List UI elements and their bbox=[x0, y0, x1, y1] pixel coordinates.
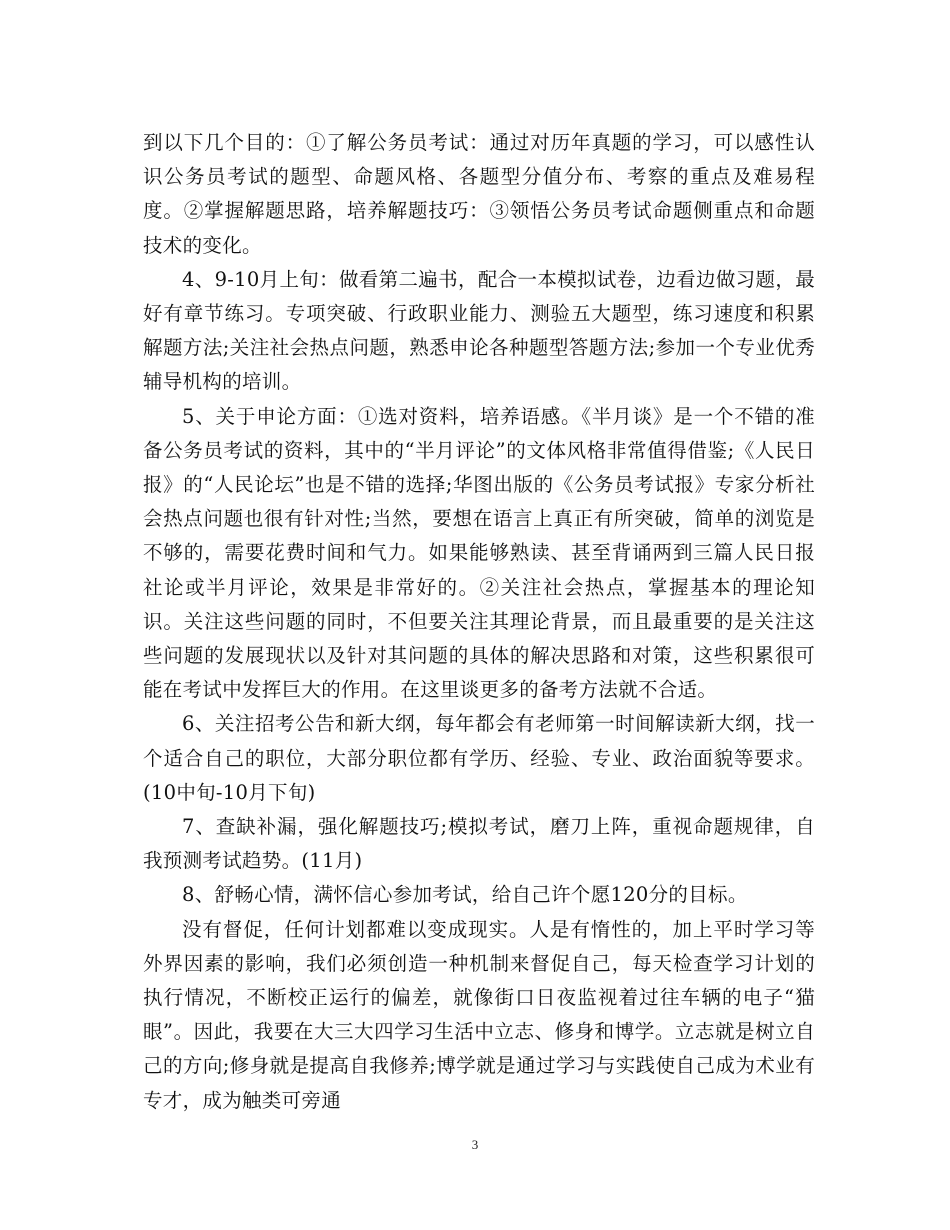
paragraph-closing: 没有督促，任何计划都难以变成现实。人是有惰性的，加上平时学习等外界因素的影响，我们必须创造一种机制来督促自己，每天检查学习计划的执行情况，不断校正运行的偏差，就像街口日夜监视着过往车辆的电子“猫眼”。因此，我要在大三大四学习生活中立志、修身和博学。立志就是树立自己的方向;修身就是提高自我修养;博学就是通过学习与实践使自己成为术业有专才，成为触类可旁通 bbox=[143, 917, 815, 1112]
page-number: 3 bbox=[471, 1137, 479, 1152]
paragraph-item-8: 8、舒畅心情，满怀信心参加考试，给自己许个愿120分的目标。 bbox=[182, 883, 748, 907]
body-text bbox=[143, 126, 815, 1118]
paragraph-item-6: 6、关注招考公告和新大纲，每年都会有老师第一时间解读新大纲，找一个适合自己的职位，大部分职位都有学历、经验、专业、政治面貌等要求。(10中旬-10月下旬) bbox=[143, 712, 815, 804]
paragraph-item-5: 5、关于申论方面：①选对资料，培养语感。《半月谈》是一个不错的准备公务员考试的资料，其中的“半月评论”的文体风格非常值得借鉴;《人民日报》的“人民论坛”也是不错的选择;华图出版的《公务员考试报》专家分析社会热点问题也很有针对性;当然，要想在语言上真正有所突破，简单的浏览是不够的，需要花费时间和气力。如果能够熟读、甚至背诵两到三篇人民日报社论或半月评论，效果是非常好的。②关注社会热点，掌握基本的理论知识。关注这些问题的同时，不但要关注其理论背景，而且最重要的是关注这些问题的发展现状以及针对其问题的具体的解决思路和对策，这些积累很可能在考试中发挥巨大的作用。在这里谈更多的备考方法就不合适。 bbox=[143, 404, 815, 702]
paragraph-item-4: 4、9-10月上旬：做看第二遍书，配合一本模拟试卷，边看边做习题，最好有章节练习。专项突破、行政职业能力、测验五大题型，练习速度和积累解题方法;关注社会热点问题，熟悉申论各种题型答题方法;参加一个专业优秀辅导机构的培训。 bbox=[143, 267, 815, 394]
paragraph-continuation: 到以下几个目的：①了解公务员考试：通过对历年真题的学习，可以感性认识公务员考试的题型、命题风格、各题型分值分布、考察的重点及难易程度。②掌握解题思路，培养解题技巧：③领悟公务员考试命题侧重点和命题技术的变化。 bbox=[143, 131, 815, 257]
paragraph-item-7: 7、查缺补漏，强化解题技巧;模拟考试，磨刀上阵，重视命题规律，自我预测考试趋势。(11月) bbox=[143, 815, 815, 873]
